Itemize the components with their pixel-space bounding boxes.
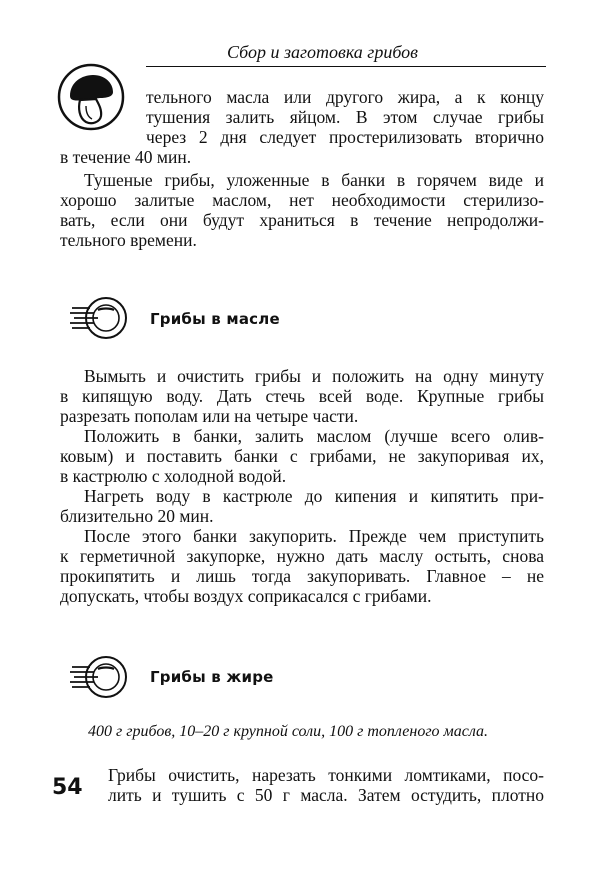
text-line: разрезать пополам или на четыре части. (60, 406, 359, 426)
section1-paragraph-2 (60, 426, 544, 486)
text-line: Положить в банки, залить маслом (лучше всего олив- (84, 426, 544, 446)
intro-paragraph-1-tail (60, 147, 544, 167)
text-line: Вымыть и очистить грибы и положить на одну минуту (84, 366, 544, 386)
running-header: Сбор и заготовка грибов (227, 42, 418, 62)
text-line: в течение 40 мин. (60, 147, 192, 167)
text-line: Тушеные грибы, уложенные в банки в горячем виде и (84, 170, 544, 190)
text-line: вать, если они будут храниться в течение непродолжи- (60, 210, 544, 230)
dish-icon (68, 655, 130, 699)
text-line: Грибы очистить, нарезать тонкими ломтиками, посо- (108, 765, 544, 785)
text-line: тельного времени. (60, 230, 197, 250)
dish-icon (68, 296, 130, 340)
ingredients-line: 400 г грибов, 10–20 г крупной соли, 100 г топленого масла. (88, 723, 489, 740)
header-rule (146, 66, 546, 67)
section-title-mushrooms-in-fat: Грибы в жире (150, 668, 274, 686)
section-title-mushrooms-in-oil: Грибы в масле (150, 310, 280, 328)
text-line: в кипящую воду. Дать стечь всей воде. Крупные грибы (60, 386, 544, 406)
text-line: хорошо залитые маслом, нет необходимости стерилизо- (60, 190, 544, 210)
text-line: близительно 20 мин. (60, 506, 214, 526)
text-line: прокипятить и лишь тогда закупоривать. Главное – не (60, 566, 544, 586)
text-line: ковым) и поставить банки с грибами, не закупоривая их, (60, 446, 544, 466)
section2-paragraph-1 (108, 765, 544, 805)
mushroom-icon (56, 62, 126, 132)
intro-paragraph-2 (60, 170, 544, 250)
page-number: 54 (52, 775, 83, 800)
text-line: через 2 дня следует простерилизовать вторично (146, 127, 544, 147)
section1-paragraph-1 (60, 366, 544, 426)
text-line: тельного масла или другого жира, а к концу (146, 87, 544, 107)
text-line: в кастрюлю с холодной водой. (60, 466, 287, 486)
section1-paragraph-3 (60, 486, 544, 526)
text-line: к герметичной закупорке, нужно дать маслу остыть, снова (60, 546, 544, 566)
text-line: Нагреть воду в кастрюле до кипения и кипятить при- (84, 486, 544, 506)
intro-paragraph-1-head (146, 87, 544, 147)
text-line: лить и тушить с 50 г масла. Затем остудить, плотно (108, 785, 544, 805)
text-line: После этого банки закупорить. Прежде чем приступить (84, 526, 544, 546)
section1-paragraph-4 (60, 526, 544, 606)
text-line: допускать, чтобы воздух соприкасался с грибами. (60, 586, 432, 606)
text-line: тушения залить яйцом. В этом случае грибы (146, 107, 544, 127)
